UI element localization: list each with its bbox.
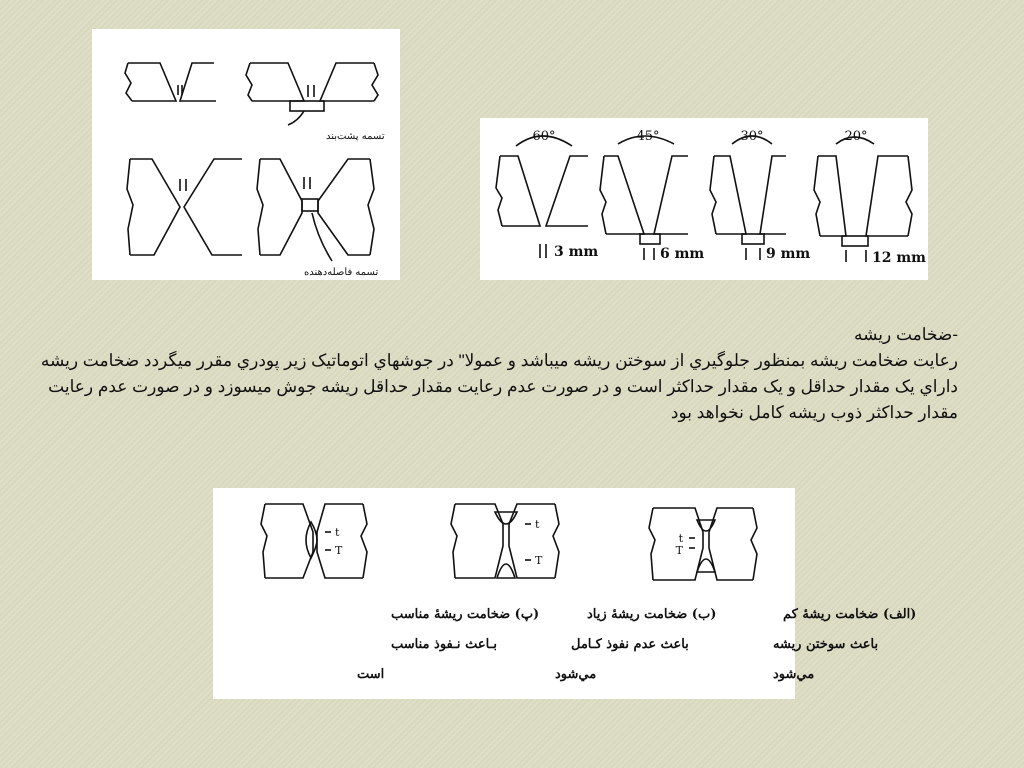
gap-9mm: 9 mm [766, 246, 811, 262]
groove-angle-figure [480, 118, 928, 280]
backing-strip-label: تسمه پشت‌بند [326, 131, 385, 142]
symbol-T-1: T [335, 544, 343, 557]
gap-3mm: 3 mm [554, 244, 599, 260]
symbol-T-3: T [675, 544, 683, 557]
caption-thick-line3: مي‌شود [555, 667, 597, 682]
angle-30: 30° [740, 129, 764, 144]
caption-proper-line3: است [357, 667, 385, 682]
angle-45: 45° [636, 129, 660, 144]
symbol-t-2: t [535, 518, 540, 531]
root-penetration-drawing [213, 488, 917, 699]
caption-thick-line2: باعث عدم نفوذ كـامل [571, 637, 689, 652]
angle-20: 20° [844, 129, 868, 144]
caption-thin-line3: مي‌شود [773, 667, 815, 682]
gap-6mm: 6 mm [660, 246, 705, 262]
root-thickness-text [40, 322, 958, 426]
joint-preparation-drawing [92, 29, 400, 280]
caption-thick-line1: (ب) ضخامت ريشهٔ زياد [587, 607, 717, 622]
symbol-t-3: t [678, 532, 683, 545]
section-heading: -ضخامت ريشه [854, 325, 958, 344]
spacer-strip-label: تسمه فاصله‌دهنده [304, 267, 379, 278]
symbol-T-2: T [535, 554, 543, 567]
groove-angle-drawing [480, 118, 928, 280]
angle-60: 60° [532, 129, 556, 144]
joint-preparation-figure [92, 29, 400, 280]
caption-proper-line1: (پ) ضخامت ريشهٔ مناسب [391, 607, 540, 622]
symbol-t-1: t [335, 526, 340, 539]
root-penetration-figure [213, 488, 917, 699]
caption-thin-line2: باعث سوختن ريشه [773, 637, 879, 652]
caption-proper-line2: بـاعث نـفوذ مناسب [391, 637, 497, 652]
section-paragraph: رعايت ضخامت ريشه بمنظور جلوگيري از سوختن ريشه ميباشد و عمولا" در جوشهاي اتوماتيک زير پودري مقرر ميگردد ضخامت ريشه داراي يک مقدار حداقل و يک مقدار حداکثر است و در صورت عدم رعايت مقدار حداقل ريشه جوش ميسوزد و در صورت عدم رعايت مقدار حداكثر ذوب ريشه كامل نخواهد بود [40, 351, 958, 422]
gap-12mm: 12 mm [872, 250, 926, 266]
caption-thin-line1: (الف) ضخامت ريشهٔ كم [783, 607, 917, 622]
